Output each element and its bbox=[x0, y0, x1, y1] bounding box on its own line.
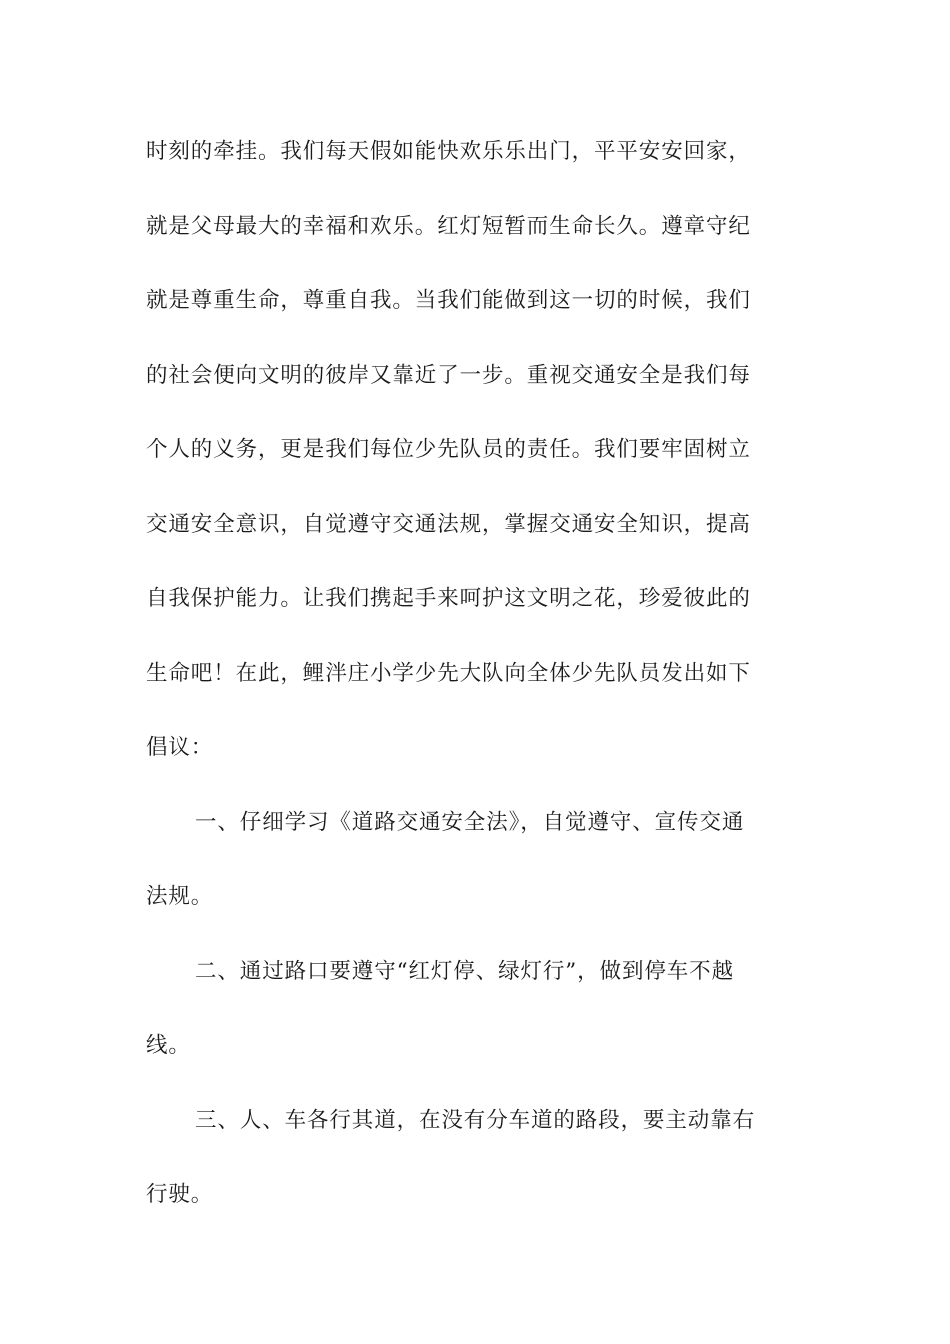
paragraph-line: 自我保护能力。让我们携起手来呵护这文明之花，珍爱彼此的 bbox=[146, 586, 751, 611]
paragraph-line: 的社会便向文明的彼岸又靠近了一步。重视交通安全是我们每 bbox=[146, 362, 751, 388]
paragraph-line: 生命吧！在此，鲤泮庄小学少先大队向全体少先队员发出如下 bbox=[146, 660, 751, 686]
document-body bbox=[146, 115, 806, 1233]
proposal-item-1-line: 一、仔细学习《道路交通安全法》，自觉遵守、宣传交通 bbox=[195, 809, 745, 835]
proposal-item-2-line: 二、通过路口要遵守“红灯停、绿灯行”，做到停车不越 bbox=[195, 958, 734, 984]
proposal-item-1-line: 法规。 bbox=[146, 884, 214, 909]
paragraph-line: 就是尊重生命，尊重自我。当我们能做到这一切的时候，我们 bbox=[146, 288, 751, 313]
paragraph-line: 交通安全意识，自觉遵守交通法规，掌握交通安全知识，提高 bbox=[146, 511, 751, 537]
proposal-item-3-line: 行驶。 bbox=[146, 1182, 214, 1207]
paragraph-line: 倡议： bbox=[146, 735, 214, 760]
proposal-item-2-line: 线。 bbox=[146, 1033, 191, 1058]
proposal-item-3-line: 三、人、车各行其道，在没有分车道的路段，要主动靠右 bbox=[195, 1107, 756, 1133]
paragraph-line: 时刻的牵挂。我们每天假如能快欢乐乐出门，平平安安回家， bbox=[146, 139, 751, 164]
paragraph-line: 就是父母最大的幸福和欢乐。红灯短暂而生命长久。遵章守纪 bbox=[146, 213, 751, 239]
paragraph-line: 个人的义务，更是我们每位少先队员的责任。我们要牢固树立 bbox=[146, 437, 751, 462]
